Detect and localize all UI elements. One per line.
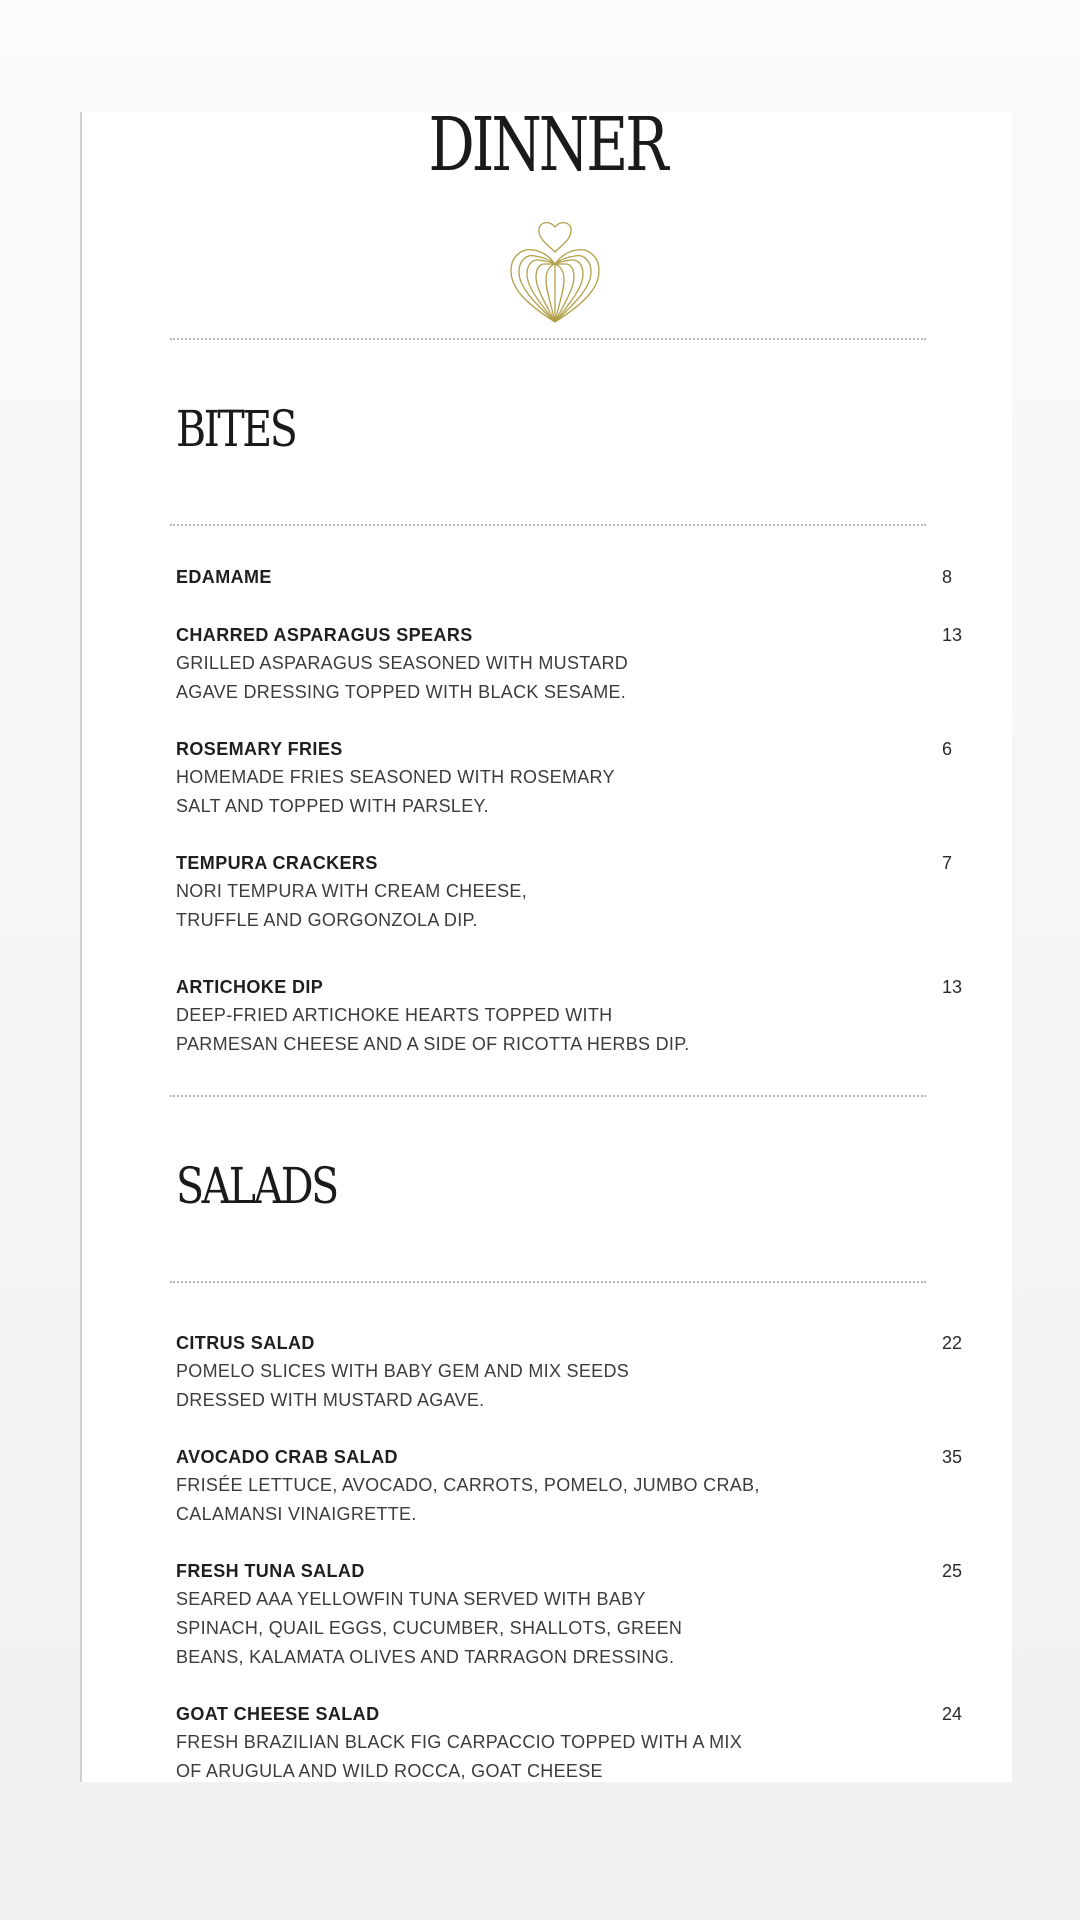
item-name: AVOCADO CRAB SALAD	[176, 1447, 398, 1467]
item-description: SEARED AAA YELLOWFIN TUNA SERVED WITH BABY SPINACH, QUAIL EGGS, CUCUMBER, SHALLOTS, GREEN BEANS, KALAMATA OLIVES AND TARRAGON DRESSING.	[176, 1589, 683, 1667]
divider	[170, 338, 926, 340]
menu-item-rosemary-fries	[176, 735, 976, 821]
menu-item-tempura-crackers	[176, 849, 976, 935]
divider	[170, 1095, 926, 1097]
item-name: ARTICHOKE DIP	[176, 977, 324, 997]
item-description: DEEP-FRIED ARTICHOKE HEARTS TOPPED WITH PARMESAN CHEESE AND A SIDE OF RICOTTA HERBS DIP.	[176, 1005, 690, 1054]
item-price: 13	[942, 977, 963, 997]
menu-item-charred-asparagus	[176, 621, 976, 707]
item-price: 6	[942, 739, 953, 759]
item-price: 22	[942, 1333, 963, 1353]
item-description: FRESH BRAZILIAN BLACK FIG CARPACCIO TOPPED WITH A MIX OF ARUGULA AND WILD ROCCA, GOAT CHEESE	[176, 1732, 743, 1781]
item-price: 24	[942, 1704, 963, 1724]
item-description: NORI TEMPURA WITH CREAM CHEESE, TRUFFLE AND GORGONZOLA DIP.	[176, 881, 528, 930]
item-price: 35	[942, 1447, 963, 1467]
menu-page[interactable]	[80, 112, 1012, 1782]
item-price: 13	[942, 625, 963, 645]
item-name: FRESH TUNA SALAD	[176, 1561, 365, 1581]
item-price: 8	[942, 567, 953, 587]
item-name: EDAMAME	[176, 567, 272, 587]
menu-item-artichoke-dip	[176, 973, 976, 1059]
item-price: 7	[942, 853, 953, 873]
section-heading-salads: SALADS	[176, 1157, 337, 1215]
item-name: CHARRED ASPARAGUS SPEARS	[176, 625, 473, 645]
section-heading-bites: BITES	[176, 400, 296, 458]
menu-item-citrus-salad	[176, 1329, 976, 1415]
item-description: GRILLED ASPARAGUS SEASONED WITH MUSTARD AGAVE DRESSING TOPPED WITH BLACK SESAME.	[176, 653, 629, 702]
item-description: POMELO SLICES WITH BABY GEM AND MIX SEEDS DRESSED WITH MUSTARD AGAVE.	[176, 1361, 630, 1410]
menu-item-edamame	[176, 563, 976, 591]
menu-item-fresh-tuna-salad	[176, 1557, 976, 1672]
divider	[170, 524, 926, 526]
item-name: CITRUS SALAD	[176, 1333, 315, 1353]
item-description: HOMEMADE FRIES SEASONED WITH ROSEMARY SALT AND TOPPED WITH PARSLEY.	[176, 767, 615, 816]
heart-ornament-icon	[508, 216, 602, 326]
item-name: ROSEMARY FRIES	[176, 739, 343, 759]
item-description: FRISÉE LETTUCE, AVOCADO, CARROTS, POMELO, JUMBO CRAB, CALAMANSI VINAIGRETTE.	[176, 1475, 760, 1524]
item-price: 25	[942, 1561, 963, 1581]
menu-item-goat-cheese-salad	[176, 1700, 976, 1782]
item-name: TEMPURA CRACKERS	[176, 853, 378, 873]
item-name: GOAT CHEESE SALAD	[176, 1704, 380, 1724]
divider	[170, 1281, 926, 1283]
menu-item-avocado-crab-salad	[176, 1443, 976, 1529]
menu-title: DINNER	[428, 112, 666, 188]
